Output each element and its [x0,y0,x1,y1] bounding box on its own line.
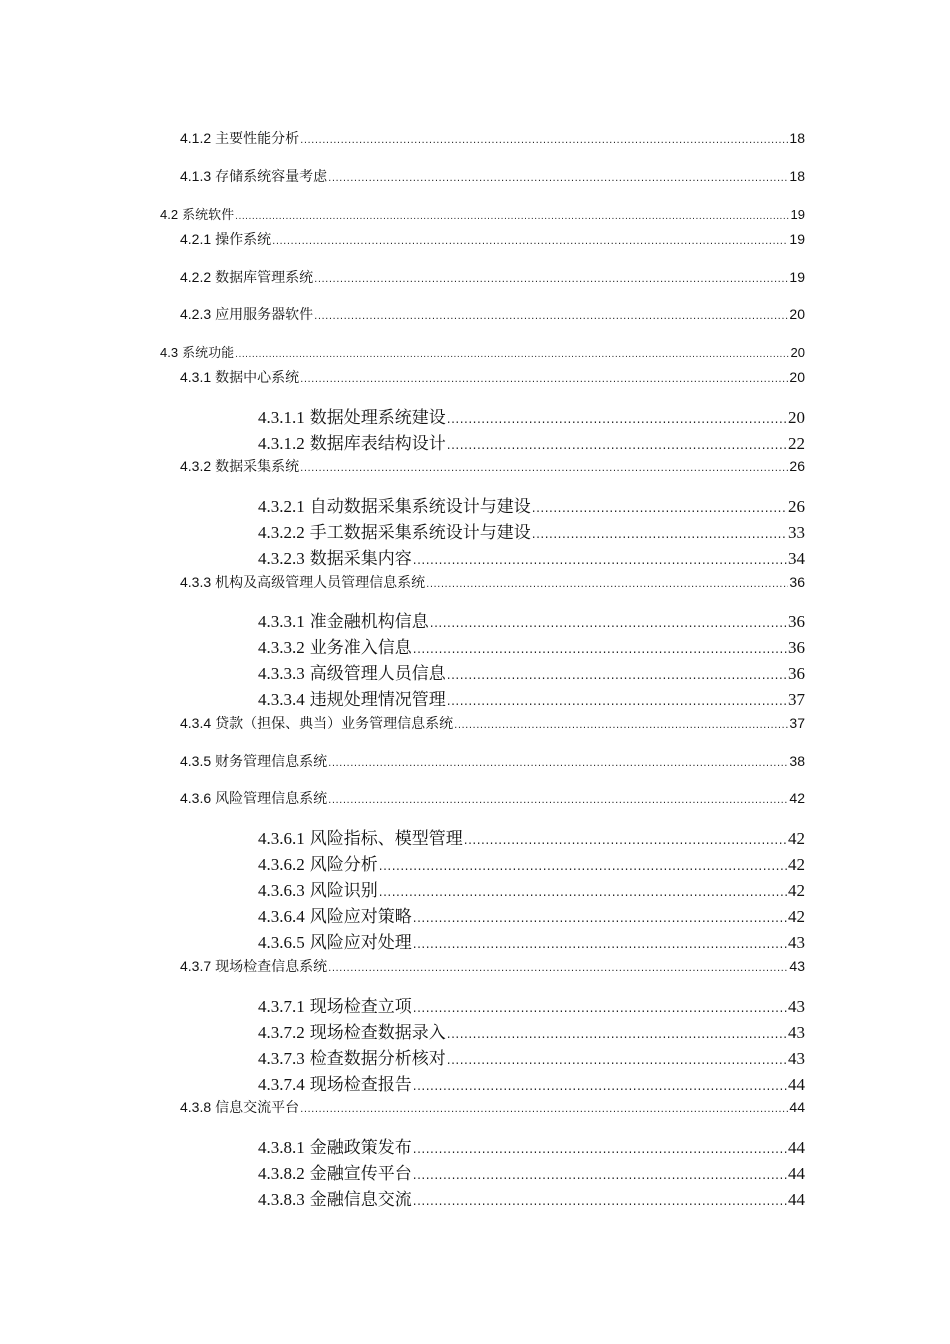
toc-title: 贷款（担保、典当）业务管理信息系统 [215,715,454,731]
dot-leader [413,1194,787,1208]
toc-page-number: 44 [788,1164,805,1183]
toc-page-number: 20 [789,369,805,385]
toc-page-number: 43 [789,958,805,974]
dot-leader [426,579,788,590]
toc-entry[interactable] [258,850,805,875]
dot-leader [447,694,787,708]
toc-entry[interactable] [258,824,805,849]
dot-leader [413,937,787,951]
dot-leader [447,438,787,452]
dot-leader [413,1168,787,1182]
toc-title: 风险管理信息系统 [215,790,328,806]
dot-leader [300,135,788,146]
toc-title: 现场检查数据录入 [309,1023,446,1042]
toc-title: 准金融机构信息 [309,612,429,631]
dot-leader [413,553,787,567]
dot-leader [328,963,788,974]
toc-page-number: 37 [789,715,805,731]
toc-number: 4.3.4 [180,715,212,731]
toc-entry[interactable] [258,902,805,927]
toc-title: 数据中心系统 [215,369,300,385]
toc-number: 4.3.7.2 [258,1023,305,1042]
toc-title: 自动数据采集系统设计与建设 [309,497,531,516]
toc-page-number: 19 [789,269,805,285]
toc-entry[interactable] [258,633,805,658]
toc-page-number: 44 [788,1138,805,1157]
toc-entry[interactable] [258,1070,805,1095]
toc-title: 存储系统容量考虑 [215,168,328,184]
toc-title: 风险指标、模型管理 [309,829,463,848]
toc-page-number: 42 [788,907,805,926]
toc-page-number: 44 [788,1190,805,1209]
toc-number: 4.3.3.3 [258,664,305,683]
toc-entry[interactable] [258,1159,805,1184]
dot-leader [532,501,787,515]
toc-page-number: 42 [788,855,805,874]
toc-title: 主要性能分析 [215,130,300,146]
toc-number: 4.3.1.2 [258,434,305,453]
toc-number: 4.3.5 [180,753,212,769]
toc-number: 4.3.6.2 [258,855,305,874]
toc-entry[interactable] [160,342,805,361]
toc-entry[interactable] [180,456,805,476]
toc-title: 信息交流平台 [215,1099,300,1115]
toc-number: 4.2.1 [180,231,212,247]
toc-number: 4.3.6 [180,790,212,806]
toc-entry[interactable] [180,166,805,186]
dot-leader [413,1079,787,1093]
toc-title: 系统软件 [182,207,235,222]
toc-page-number: 44 [788,1075,805,1094]
toc-title: 现场检查信息系统 [215,958,328,974]
toc-title: 金融政策发布 [309,1138,412,1157]
toc-entry[interactable] [258,607,805,632]
toc-number: 4.3.6.4 [258,907,305,926]
toc-entry[interactable] [258,1185,805,1210]
toc-entry[interactable] [258,544,805,569]
toc-page-number: 43 [788,1049,805,1068]
toc-page-number: 19 [789,231,805,247]
toc-title: 风险识别 [309,881,378,900]
toc-page-number: 36 [788,612,805,631]
toc-number: 4.3.2 [180,458,212,474]
toc-number: 4.2 [160,207,179,222]
dot-leader [532,527,787,541]
toc-number: 4.3.2.3 [258,549,305,568]
dot-leader [235,350,789,360]
toc-title: 高级管理人员信息 [309,664,446,683]
toc-title: 财务管理信息系统 [215,753,328,769]
dot-leader [314,311,788,322]
toc-number: 4.3.8.2 [258,1164,305,1183]
toc-title: 金融信息交流 [309,1190,412,1209]
dot-leader [447,412,787,426]
toc-title: 风险应对策略 [309,907,412,926]
toc-page-number: 33 [788,523,805,542]
toc-entry[interactable] [180,572,805,592]
toc-entry[interactable] [258,992,805,1017]
toc-number: 4.3.3.4 [258,690,305,709]
toc-number: 4.3 [160,345,179,360]
toc-page-number: 36 [789,574,805,590]
toc-entry[interactable] [160,204,805,223]
toc-title: 数据采集内容 [309,549,412,568]
toc-entry[interactable] [258,876,805,901]
toc-title: 数据采集系统 [215,458,300,474]
dot-leader [413,911,787,925]
dot-leader [413,1001,787,1015]
dot-leader [235,212,789,222]
toc-title: 系统功能 [182,345,235,360]
dot-leader [328,795,788,806]
toc-number: 4.3.8.1 [258,1138,305,1157]
toc-title: 数据库管理系统 [215,269,314,285]
dot-leader [447,1053,787,1067]
toc-entry[interactable] [180,304,805,324]
toc-entry[interactable] [258,659,805,684]
toc-title: 应用服务器软件 [215,306,314,322]
toc-title: 数据库表结构设计 [309,434,446,453]
toc-number: 4.3.6.5 [258,933,305,952]
toc-title: 金融宣传平台 [309,1164,412,1183]
toc-page-number: 26 [788,497,805,516]
dot-leader [430,616,787,630]
toc-title: 风险分析 [309,855,378,874]
toc-number: 4.3.1.1 [258,408,305,427]
toc-entry[interactable] [180,1097,805,1117]
toc-title: 现场检查报告 [309,1075,412,1094]
toc-number: 4.3.7.1 [258,997,305,1016]
toc-page-number: 42 [789,790,805,806]
toc-entry[interactable] [258,685,805,710]
toc-page-number: 36 [788,638,805,657]
toc-entry[interactable] [180,267,805,287]
toc-entry[interactable] [258,403,805,428]
toc-title: 检查数据分析核对 [309,1049,446,1068]
toc-entry[interactable] [180,956,805,976]
toc-number: 4.2.3 [180,306,212,322]
toc-page-number: 22 [788,434,805,453]
toc-number: 4.3.3.2 [258,638,305,657]
toc-number: 4.3.3 [180,574,212,590]
toc-number: 4.3.8 [180,1099,212,1115]
toc-page-number: 20 [788,408,805,427]
toc-entry[interactable] [258,928,805,953]
toc-number: 4.3.2.1 [258,497,305,516]
toc-number: 4.2.2 [180,269,212,285]
toc-number: 4.3.1 [180,369,212,385]
dot-leader [314,274,788,285]
dot-leader [454,720,788,731]
toc-title: 现场检查立项 [309,997,412,1016]
toc-title: 业务准入信息 [309,638,412,657]
dot-leader [272,236,788,247]
toc-number: 4.3.6.1 [258,829,305,848]
toc-page-number: 43 [788,1023,805,1042]
dot-leader [447,1027,787,1041]
dot-leader [300,1104,788,1115]
dot-leader [413,1142,787,1156]
dot-leader [300,374,788,385]
toc-number: 4.1.3 [180,168,212,184]
toc-number: 4.3.6.3 [258,881,305,900]
toc-page-number: 36 [788,664,805,683]
dot-leader [447,668,787,682]
toc-page-number: 42 [788,881,805,900]
toc-entry[interactable] [258,1044,805,1069]
toc-entry[interactable] [258,492,805,517]
toc-title: 操作系统 [215,231,272,247]
toc-page-number: 20 [789,306,805,322]
toc-entry[interactable] [258,1133,805,1158]
toc-entry[interactable] [180,367,805,387]
toc-number: 4.3.7.4 [258,1075,305,1094]
toc-title: 风险应对处理 [309,933,412,952]
toc-number: 4.3.8.3 [258,1190,305,1209]
dot-leader [379,885,787,899]
toc-number: 4.3.3.1 [258,612,305,631]
toc-page-number: 20 [790,345,805,360]
toc-page-number: 26 [789,458,805,474]
toc-page-number: 18 [789,130,805,146]
toc-number: 4.3.7 [180,958,212,974]
toc-entry[interactable] [180,229,805,249]
toc-title: 数据处理系统建设 [309,408,446,427]
dot-leader [300,463,788,474]
toc-title: 手工数据采集系统设计与建设 [309,523,531,542]
toc-page-number: 34 [788,549,805,568]
toc-page-number: 42 [788,829,805,848]
toc-entry[interactable] [258,518,805,543]
toc-page-number: 37 [788,690,805,709]
toc-page-number: 19 [790,207,805,222]
toc-entry[interactable] [258,1018,805,1043]
toc-page-number: 43 [788,997,805,1016]
toc-page-number: 18 [789,168,805,184]
dot-leader [413,642,787,656]
toc-entry[interactable] [180,128,805,148]
toc-title: 机构及高级管理人员管理信息系统 [215,574,426,590]
toc-entry[interactable] [180,788,805,808]
toc-entry[interactable] [258,429,805,454]
toc-page-number: 44 [789,1099,805,1115]
toc-title: 违规处理情况管理 [309,690,446,709]
toc-entry[interactable] [180,713,805,733]
dot-leader [379,859,787,873]
toc-entry[interactable] [180,751,805,771]
dot-leader [464,833,787,847]
toc-page-number: 38 [789,753,805,769]
toc-number: 4.3.2.2 [258,523,305,542]
dot-leader [328,173,788,184]
toc-number: 4.3.7.3 [258,1049,305,1068]
toc-page-number: 43 [788,933,805,952]
toc-number: 4.1.2 [180,130,212,146]
dot-leader [328,758,788,769]
